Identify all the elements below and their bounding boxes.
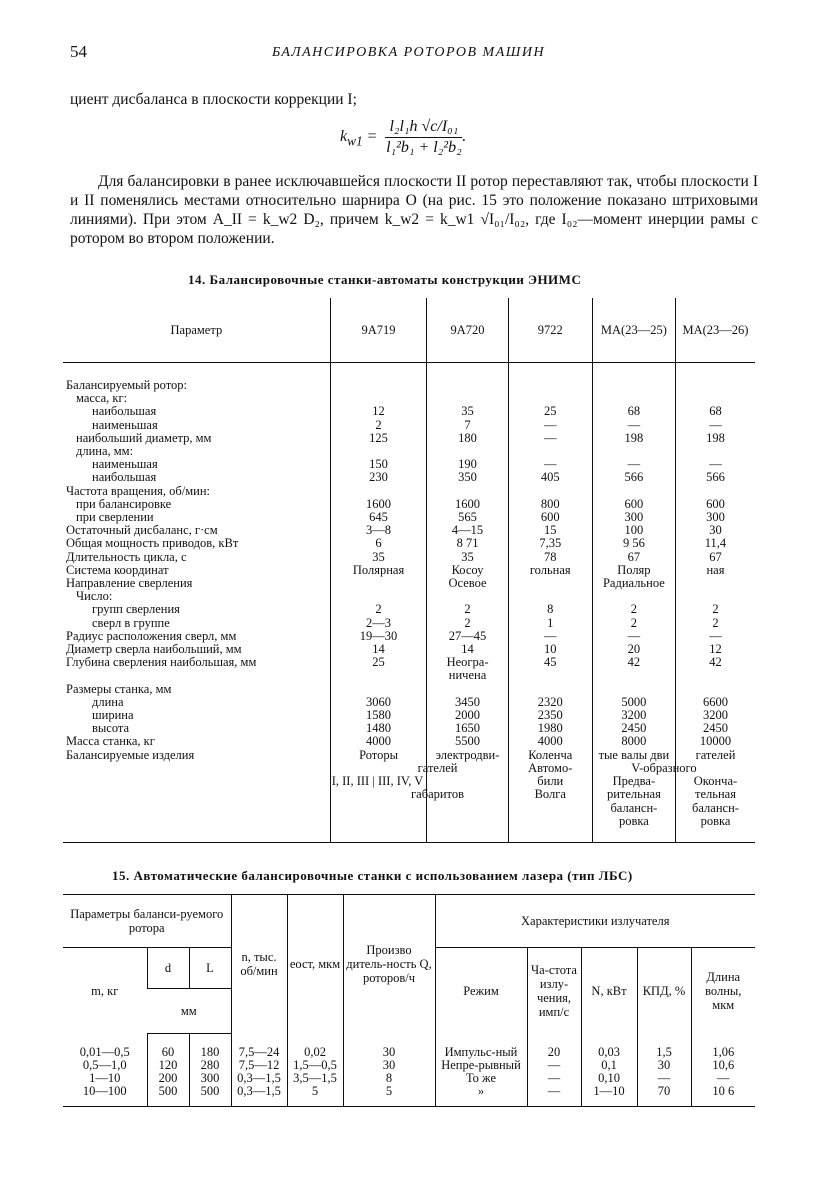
table14-cell: 45 (544, 655, 557, 670)
header-d: d (147, 948, 189, 989)
rotors-line2: гателей (417, 760, 458, 775)
table14-cell (512, 669, 589, 682)
table14-cell (596, 485, 672, 498)
table14-cell: электродви- (435, 747, 500, 762)
header-L: L (189, 948, 231, 989)
table14-cell: 68 (709, 404, 722, 419)
table14-cell: 42 (709, 655, 722, 670)
running-title: БАЛАНСИРОВКА РОТОРОВ МАШИН (272, 45, 546, 60)
table14-cell: 5500 (455, 734, 481, 749)
table-row: 10—100 500 500 0,3—1,5 5 5 » — 1—10 70 10 6 (63, 1085, 755, 1107)
col-header-ma23-26: МА(23—26) (675, 298, 755, 363)
table14-cell: 2 (712, 602, 719, 617)
table14-cell: 2 (630, 602, 638, 617)
table14-cell: 2350 (537, 708, 563, 723)
table14-cell: 100 (624, 523, 644, 538)
fin-line4: ровка (700, 813, 731, 828)
table14-cell: 2—3 (366, 615, 392, 630)
table14-cell: 6 (375, 536, 382, 551)
table14-cell: 405 (540, 470, 560, 485)
table14-cell (430, 683, 504, 696)
val-list (679, 379, 752, 762)
table14-cell: 230 (369, 470, 388, 485)
table14-cell (334, 485, 424, 498)
table14-cell: 30 (709, 523, 722, 538)
fin-line2: тельная (695, 787, 736, 802)
col-9722 (508, 363, 592, 843)
table14-cell: 25 (372, 655, 385, 670)
table14-cell: — (709, 628, 722, 643)
auto-line2: били (537, 774, 564, 789)
param-column: Балансируемый ротор: масса, кг: наибольшая наименьшая наибольший диаметр, мм длина, мм: наименьшая наибольшая Частота вращения, об/мин: при балансировке при сверлении Остаточный дисбаланс, г·см Общая мощность приводов, кВт Длительность цикла, с Система координат Направление сверления Число: групп сверления сверл в группе Радиус расположения сверл, мм Диаметр сверла наибольший, мм Глубина сверления наибольшая, мм Размеры станка, мм длина ширина высота Масса станка, кг Балансируемые изделия (63, 363, 330, 843)
table14-cell: 14 (461, 642, 474, 657)
table14-cell: — (544, 417, 557, 432)
table14-cell: 11,4 (704, 536, 727, 551)
table14-cell: 6600 (702, 694, 728, 709)
table14-cell: 2450 (702, 721, 728, 736)
table14-cell (679, 485, 752, 498)
table14-cell: 198 (706, 430, 725, 445)
table14-cell: 4000 (366, 734, 392, 749)
col-header-parameter: Параметр (63, 298, 330, 363)
header-mm: мм (147, 989, 231, 1034)
table14-cell: 35 (461, 404, 474, 419)
header-emitter: Характеристики излучателя (435, 895, 755, 948)
table14-cell: 8000 (621, 734, 647, 749)
table14-cell: — (544, 457, 557, 472)
table-14 (63, 298, 755, 843)
table14-cell (679, 683, 752, 696)
table14-cell: 1480 (366, 721, 392, 736)
text-line-1: циент дисбаланса в плоскости коррекции I; (70, 91, 357, 108)
table14-cell: 150 (369, 457, 388, 472)
table14-cell: Осевое (448, 576, 487, 591)
table14-cell: 3200 (621, 708, 647, 723)
header-productivity: Произво дитель-ность Q, роторов/ч (343, 895, 435, 1034)
table14-cell: 10000 (699, 734, 732, 749)
table14-cell: 1580 (366, 708, 392, 723)
table14-cell: ная (706, 562, 725, 577)
table14-cell: 8 (547, 602, 554, 617)
table14-cell: 180 (458, 430, 477, 445)
table14-cell: 2000 (455, 708, 481, 723)
table14-cell: 68 (627, 404, 641, 419)
table14-cell: 1600 (455, 496, 481, 511)
table14-cell: 1600 (366, 496, 392, 511)
table14-cell (334, 669, 424, 682)
table14-cell (679, 669, 752, 682)
table14-cell: 15 (544, 523, 557, 538)
table14-cell: — (627, 628, 641, 643)
table14-cell: 566 (706, 470, 725, 485)
table14-cell: 35 (461, 549, 474, 564)
table14-cell: 600 (624, 496, 644, 511)
v-type: V-образного (631, 760, 697, 775)
table14-cell: 1650 (455, 721, 481, 736)
col-header-9722: 9722 (508, 298, 592, 363)
table14-cell: — (627, 457, 641, 472)
col-ma23-25 (592, 363, 697, 843)
table14-cell: 198 (624, 430, 644, 445)
table14-cell: 2 (375, 602, 382, 617)
table14-cell: — (709, 417, 722, 432)
fin-line3: балансн- (692, 800, 739, 815)
table14-cell: тые валы дви (598, 747, 670, 762)
table14-cell: 190 (458, 457, 477, 472)
col-header-9a719: 9А719 (330, 298, 427, 363)
table14-cell (334, 683, 424, 696)
table14-cell: 4000 (537, 734, 563, 749)
table14-cell: 566 (624, 470, 644, 485)
table14-cell: Роторы (359, 747, 398, 762)
table14-cell: 12 (372, 404, 385, 419)
table14-cell: Коленча (528, 747, 573, 762)
table14-cell: гателей (695, 747, 736, 762)
table14-cell (512, 485, 589, 498)
table14-cell: 1980 (537, 721, 563, 736)
formula-kw1: $k_{w1}$ = $\frac{\text{l₂l₁h √c/I₀₁}}{\text{l₁²b₁ + l₂²b₂}}$ . (340, 118, 467, 156)
table14-cell: ничена (448, 668, 487, 683)
table14-cell: Неогра- (446, 655, 489, 670)
header-frequency: Ча-стота излу-чения, имп/с (527, 948, 581, 1034)
table14-cell: 25 (544, 404, 557, 419)
table14-cell: 20 (627, 642, 641, 657)
table-row: 0,5—1,0 120 280 7,5—12 1,5—0,5 30 Непре-рывный — 0,1 30 10,6 (63, 1059, 755, 1072)
table14-cell: 4—15 (451, 523, 484, 538)
table14-cell: 600 (706, 496, 725, 511)
val-list (596, 379, 672, 762)
table14-cell: 10 (544, 642, 557, 657)
table14-cell (596, 669, 672, 682)
rotors-line4: габаритов (411, 787, 465, 802)
rotors-sizes: I, II, III | III, IV, V (331, 774, 424, 789)
table14-cell: — (544, 430, 557, 445)
table14-cell: 800 (540, 496, 560, 511)
table14-cell: Поляр (617, 562, 651, 577)
body-paragraph: Для балансировки в ранее исключавшейся плоскости II ротор переставляют так, чтобы плоскости I и II поменялись местами относительно шарнира O (на рис. 15 это положение показано штриховыми линиями). При этом A_II = k_w2 D₂, причем k_w2 = k_w1 √I₀₁/I₀₂, где I₀₂—момент инерции рамы с ротором во втором положении. (70, 173, 758, 247)
table14-cell: 2 (375, 417, 382, 432)
table14-cell: 2 (464, 602, 471, 617)
table14-cell: 78 (544, 549, 557, 564)
val-list (512, 379, 589, 762)
table14-cell: Полярная (352, 562, 405, 577)
table14-cell: 565 (458, 510, 477, 525)
table14-cell: 2 (630, 615, 638, 630)
table14-cell: Косоу (451, 562, 484, 577)
table14-cell (596, 683, 672, 696)
table14-cell: 3450 (455, 694, 481, 709)
table14-cell: 7 (464, 417, 471, 432)
table14-cell: 14 (372, 642, 385, 657)
table14-cell: 27—45 (448, 628, 487, 643)
table14-cell (512, 683, 589, 696)
table14-cell: 3200 (702, 708, 728, 723)
table14-cell: 12 (709, 642, 722, 657)
table14-cell (430, 485, 504, 498)
table14-cell: Радиальное (602, 576, 665, 591)
table15-caption: 15. Автоматические балансировочные станки с использованием лазера (тип ЛБС) (112, 868, 633, 883)
table14-cell: — (544, 628, 557, 643)
table-row: 0,01—0,5 60 180 7,5—24 0,02 30 Импульс-ный 20 0,03 1,5 1,06 (63, 1034, 755, 1060)
fin-line1: Оконча- (693, 774, 738, 789)
table14-cell: 19—30 (359, 628, 398, 643)
col-header-9a720: 9А720 (427, 298, 508, 363)
table14-header-row (63, 298, 755, 363)
table-15 (63, 894, 755, 1107)
auto-line3: Волга (534, 787, 566, 802)
table14-cell: 350 (458, 470, 477, 485)
table14-cell: 5000 (621, 694, 647, 709)
table14-cell: 600 (540, 510, 560, 525)
val-list (334, 379, 424, 762)
table14-cell: 2 (712, 615, 719, 630)
header-e-ost: eост, мкм (287, 895, 343, 1034)
table14-cell: 35 (372, 549, 385, 564)
header-n: n, тыс. об/мин (231, 895, 287, 1034)
header-efficiency: КПД, % (637, 948, 691, 1034)
table14-cell: 125 (369, 430, 388, 445)
table14-cell: — (709, 457, 722, 472)
auto-line1: Автомо- (528, 760, 573, 775)
formula-denominator: l₁²b₁ + l₂²b₂ (386, 139, 462, 156)
val-list (430, 379, 504, 762)
table14-cell: 2320 (537, 694, 563, 709)
table14-cell: 7,35 (539, 536, 562, 551)
pre-line1: Предва- (612, 774, 656, 789)
pre-line2: рительная (606, 787, 661, 802)
table14-caption: 14. Балансировочные станки-автоматы конструкции ЭНИМС (188, 272, 582, 287)
header-mode: Режим (435, 948, 527, 1034)
table14-cell: 3—8 (366, 523, 392, 538)
table14-cell: 42 (627, 655, 641, 670)
table14-cell: 300 (706, 510, 725, 525)
table14-cell: 67 (627, 549, 641, 564)
formula-numerator: l₂l₁h √c/I₀₁ (385, 118, 462, 138)
table14-cell: 8 71 (456, 536, 479, 551)
col-9a720 (411, 363, 508, 843)
col-header-ma23-25: МА(23—25) (592, 298, 675, 363)
table14-cell: — (627, 417, 641, 432)
header-power: N, кВт (581, 948, 637, 1034)
header-rotor-params: Параметры баланси-руемого ротора (63, 895, 231, 948)
table14-cell: 645 (369, 510, 388, 525)
pre-line4: ровка (618, 813, 649, 828)
pre-line3: балансн- (610, 800, 658, 815)
table14-cell: 300 (624, 510, 644, 525)
table14-cell: 67 (709, 549, 722, 564)
page-number: 54 (70, 42, 87, 61)
table14-cell: 3060 (366, 694, 392, 709)
table14-cell: 1 (547, 615, 554, 630)
table-row: 1—10 200 300 0,3—1,5 3,5—1,5 8 То же — 0,10 — — (63, 1072, 755, 1085)
header-m: m, кг (91, 983, 119, 998)
table14-cell: 2 (464, 615, 471, 630)
table14-cell: 2450 (621, 721, 647, 736)
table14-cell: гольная (529, 562, 571, 577)
table14-body (63, 363, 755, 843)
table14-cell: 9 56 (622, 536, 645, 551)
page-header (70, 42, 762, 66)
header-wavelength: Длина волны, мкм (691, 948, 755, 1034)
